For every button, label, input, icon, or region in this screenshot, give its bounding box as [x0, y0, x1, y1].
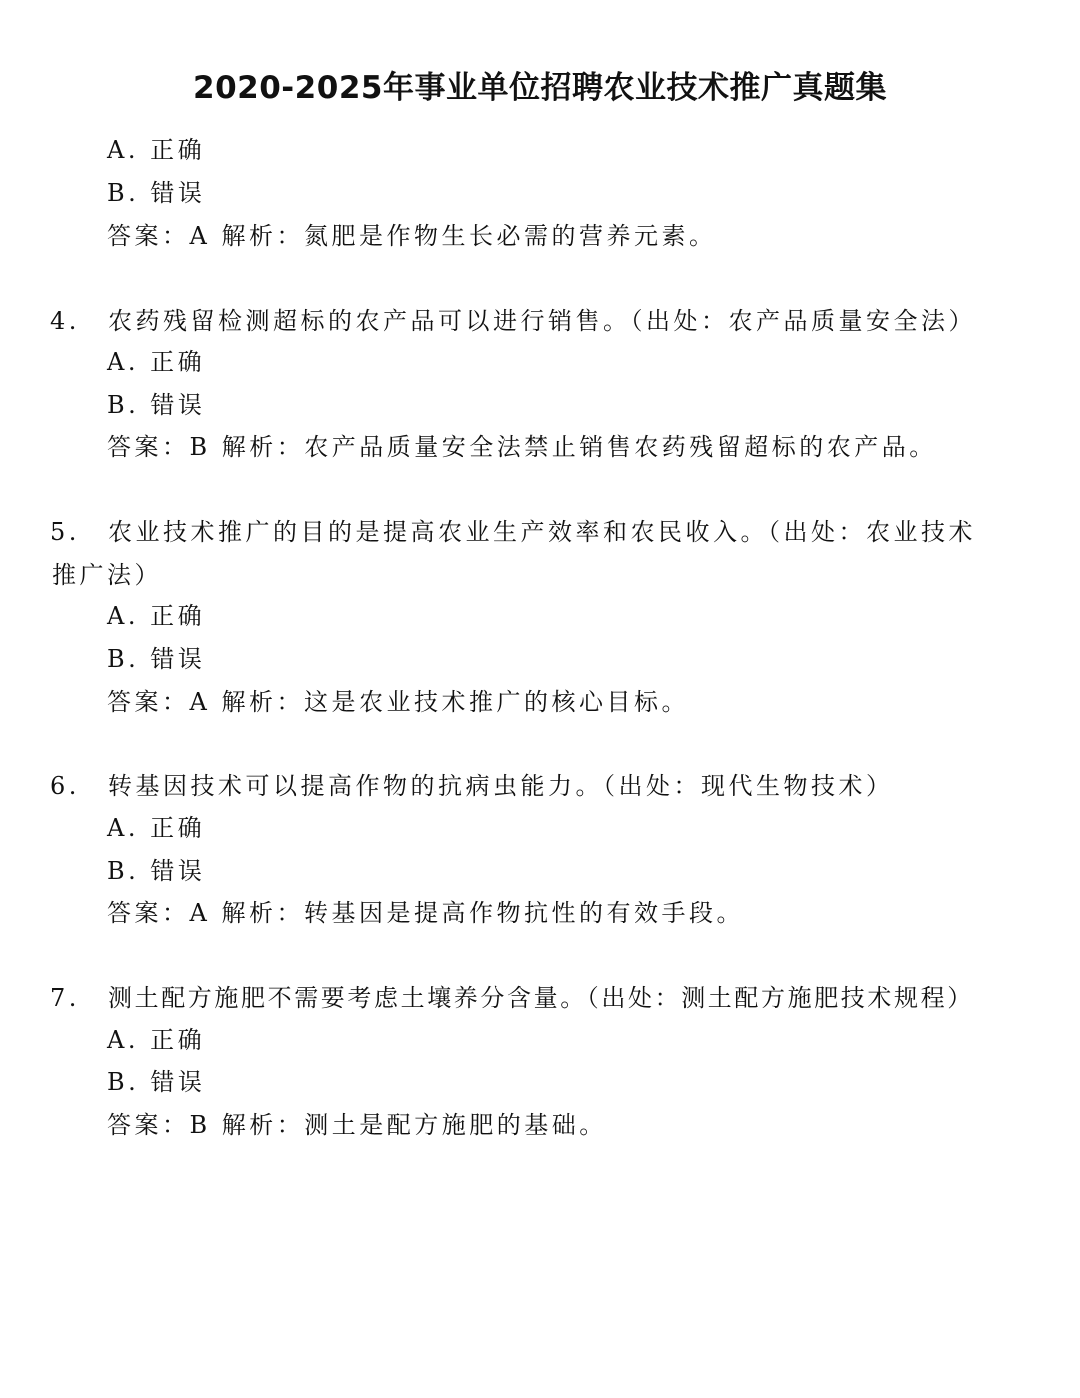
q6-text: 转基因技术可以提高作物的抗病虫能力。（出处：现代生物技术）: [108, 772, 894, 800]
q5-number: 5.: [50, 518, 80, 546]
q3-option-a: A. 正确: [107, 136, 206, 164]
q5-text-continued: 推广法）: [52, 561, 162, 589]
document-title: 2020-2025年事业单位招聘农业技术推广真题集: [193, 70, 887, 106]
q6-option-b: B. 错误: [107, 857, 206, 885]
q7-option-a: A. 正确: [107, 1026, 206, 1054]
q3-answer: 答案：A 解析：氮肥是作物生长必需的营养元素。: [107, 222, 717, 250]
q5-option-b: B. 错误: [107, 645, 206, 673]
q7-text: 测土配方施肥不需要考虑土壤养分含量。（出处：测土配方施肥技术规程）: [108, 984, 974, 1012]
q6-answer: 答案：A 解析：转基因是提高作物抗性的有效手段。: [107, 899, 744, 927]
q5-answer: 答案：A 解析：这是农业技术推广的核心目标。: [107, 688, 689, 716]
q3-option-b: B. 错误: [107, 179, 206, 207]
q4-answer: 答案：B 解析：农产品质量安全法禁止销售农药残留超标的农产品。: [107, 433, 937, 461]
q5-text: 农业技术推广的目的是提高农业生产效率和农民收入。（出处：农业技术: [108, 518, 976, 546]
q4-number: 4.: [50, 307, 80, 335]
q4-option-b: B. 错误: [107, 391, 206, 419]
q7-answer: 答案：B 解析：测土是配方施肥的基础。: [107, 1111, 607, 1139]
q4-option-a: A. 正确: [107, 348, 206, 376]
q5-option-a: A. 正确: [107, 602, 206, 630]
q7-option-b: B. 错误: [107, 1068, 206, 1096]
q6-number: 6.: [50, 772, 80, 800]
q6-option-a: A. 正确: [107, 814, 206, 842]
q4-text: 农药残留检测超标的农产品可以进行销售。（出处：农产品质量安全法）: [108, 307, 976, 335]
q7-number: 7.: [50, 984, 80, 1012]
